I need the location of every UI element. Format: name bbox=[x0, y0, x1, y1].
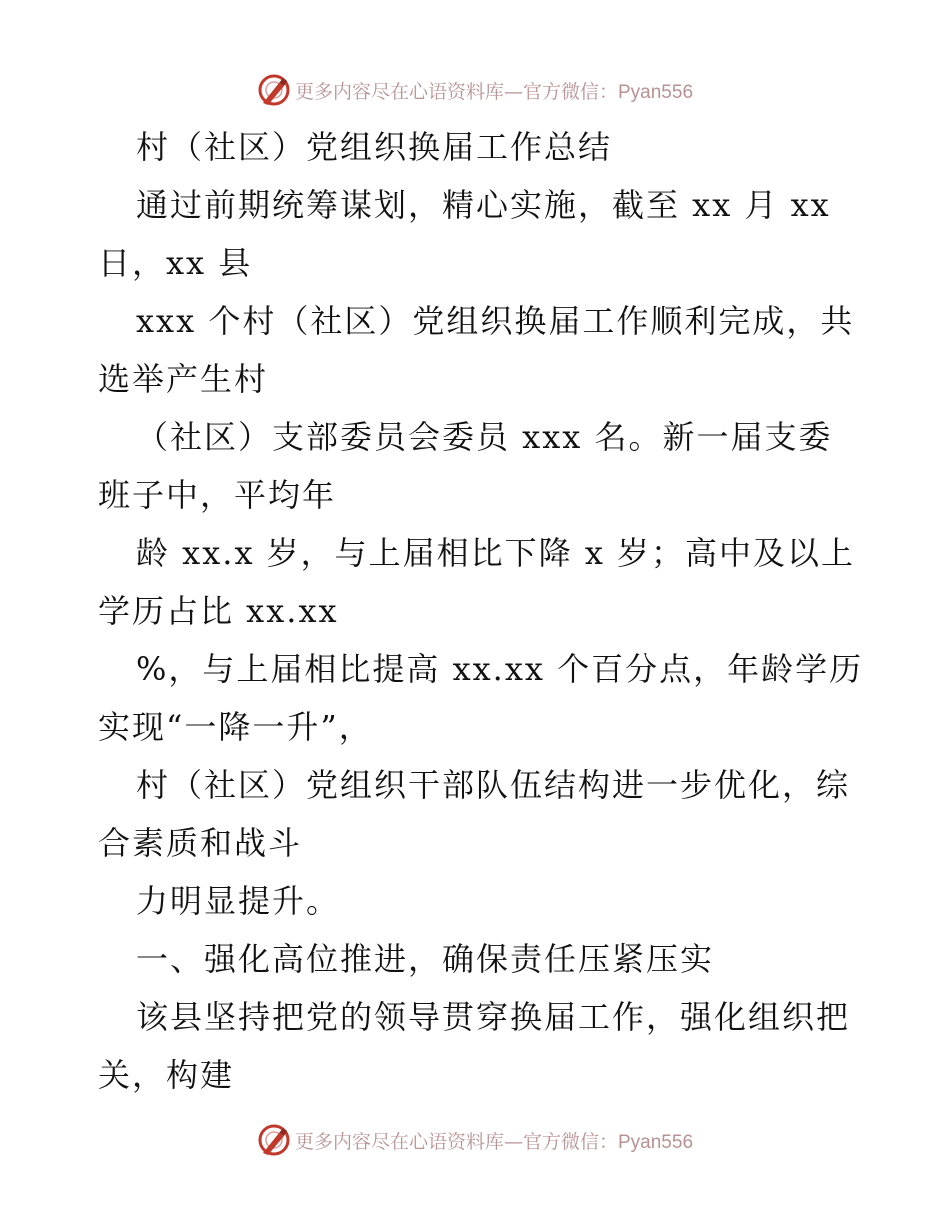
body-line: 一、强化高位推进，确保责任压紧压实 bbox=[136, 940, 715, 978]
wechat-id: Pyan556 bbox=[618, 81, 694, 103]
body-line: 学历占比 xx.xx bbox=[98, 592, 339, 630]
pen-logo-icon bbox=[257, 73, 291, 107]
body-line: 选举产生村 bbox=[98, 360, 269, 398]
pen-logo-icon bbox=[257, 1123, 291, 1157]
body-line: 村（社区）党组织干部队伍结构进一步优化，综 bbox=[136, 766, 851, 804]
footer-watermark-banner bbox=[0, 1120, 950, 1160]
body-line: 班子中，平均年 bbox=[98, 476, 337, 514]
wechat-id: Pyan556 bbox=[618, 1131, 694, 1153]
body-line: 该县坚持把党的领导贯穿换届工作，强化组织把 bbox=[136, 998, 851, 1036]
document-body bbox=[98, 118, 864, 1104]
header-watermark-banner bbox=[0, 70, 950, 110]
body-line: 力明显提升。 bbox=[136, 882, 341, 920]
body-line: 合素质和战斗 bbox=[98, 824, 303, 862]
body-line: 关，构建 bbox=[98, 1056, 235, 1094]
watermark-text: 更多内容尽在心语资料库—官方微信：Pyan556 bbox=[294, 1130, 694, 1153]
body-line: 实现“一降一升”， bbox=[98, 708, 373, 746]
body-line: （社区）支部委员会委员 xxx 名。新一届支委 bbox=[136, 418, 833, 456]
body-line: 村（社区）党组织换届工作总结 bbox=[136, 128, 613, 166]
body-line: xxx 个村（社区）党组织换届工作顺利完成，共 bbox=[136, 302, 855, 340]
body-line: 龄 xx.x 岁，与上届相比下降 x 岁；高中及以上 bbox=[136, 534, 856, 572]
body-line: 日，xx 县 bbox=[98, 244, 253, 282]
body-line: %，与上届相比提高 xx.xx 个百分点，年龄学历 bbox=[136, 650, 864, 688]
body-line: 通过前期统筹谋划，精心实施，截至 xx 月 xx bbox=[136, 186, 831, 224]
watermark-text: 更多内容尽在心语资料库—官方微信：Pyan556 bbox=[294, 80, 694, 103]
